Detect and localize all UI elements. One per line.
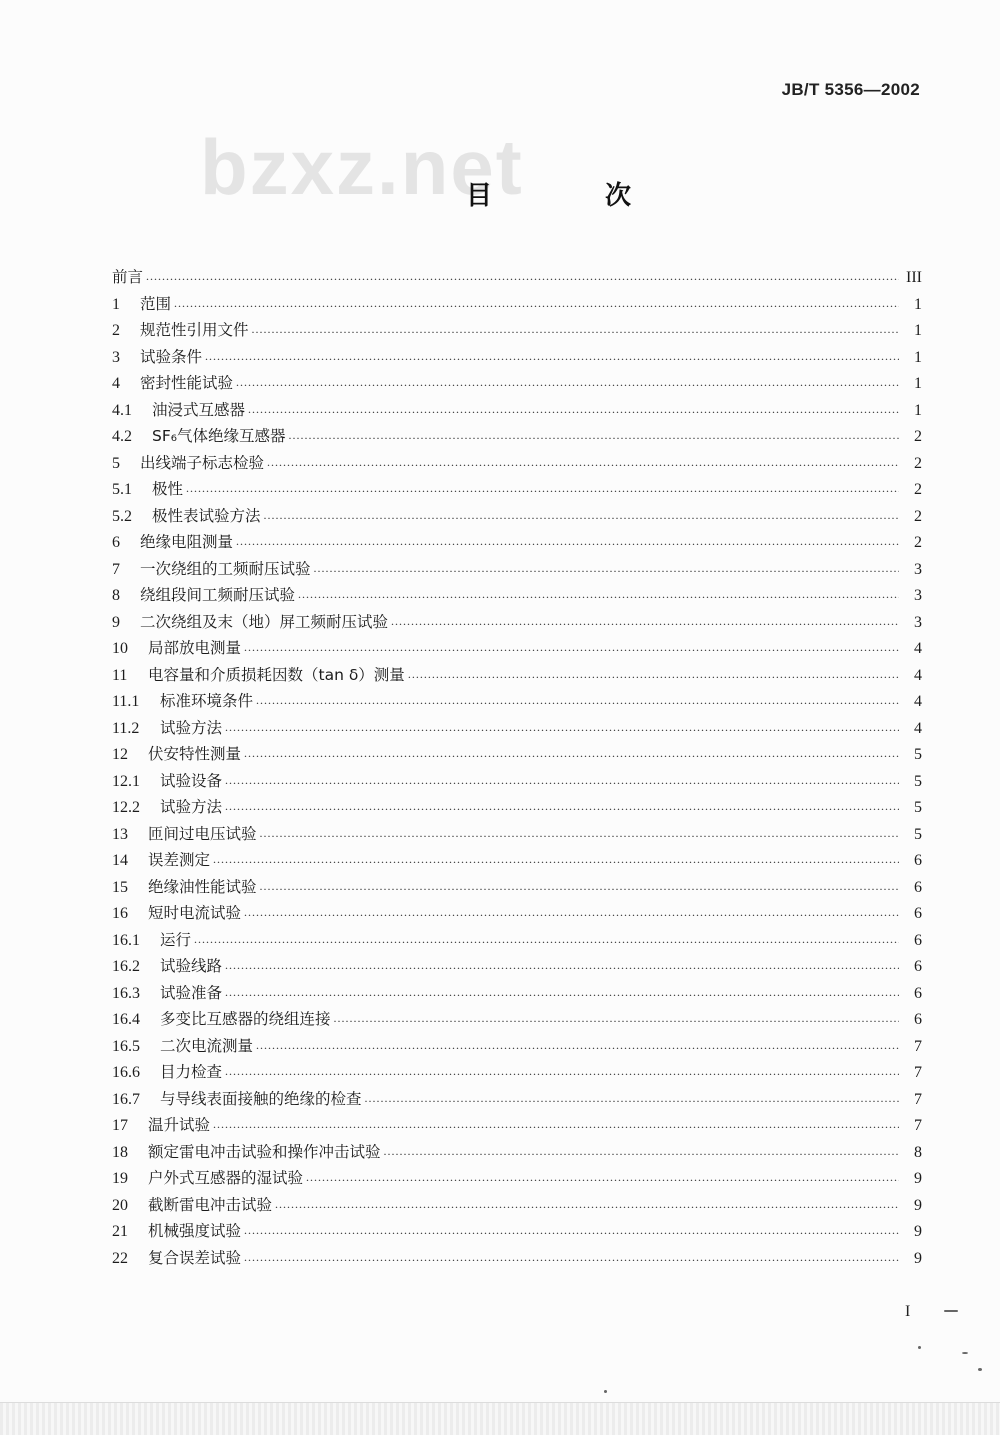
toc-entry-title: 前言 — [112, 268, 144, 286]
toc-entry-title: 试验方法 — [160, 718, 223, 737]
toc-entry-title: 机械强度试验 — [148, 1222, 242, 1240]
toc-entry-number: 6 — [112, 534, 120, 551]
toc-entry-title: 二次电流测量 — [160, 1036, 254, 1055]
toc-entry-title: 误差测定 — [148, 851, 211, 869]
toc-entry-page: 6 — [914, 931, 922, 949]
toc-entry — [112, 1033, 922, 1060]
scan-speck — [604, 1390, 607, 1393]
toc-entry-page: 7 — [914, 1037, 922, 1055]
toc-entry-number: 4 — [112, 375, 120, 392]
toc-entry-title: 绝缘油性能试验 — [148, 877, 257, 896]
toc-leader-dots — [244, 634, 899, 661]
toc-entry-title: 出线端子标志检验 — [140, 453, 265, 472]
toc-entry-number: 5.1 — [112, 481, 132, 498]
toc-leader-dots — [186, 475, 899, 502]
toc-entry — [112, 556, 922, 583]
toc-entry-title: 极性 — [152, 480, 184, 498]
toc-entry — [112, 344, 922, 371]
toc-leader-dots — [384, 1138, 899, 1165]
toc-entry-number: 11.2 — [112, 719, 140, 737]
toc-entry-page: 7 — [914, 1090, 922, 1108]
toc-entry-page: 1 — [914, 348, 922, 366]
scan-edge — [0, 1402, 1000, 1435]
toc-entry-number: 19 — [112, 1170, 128, 1187]
toc-entry-title: 局部放电测量 — [148, 639, 242, 657]
toc-leader-dots — [205, 343, 899, 370]
toc-leader-dots — [248, 396, 899, 423]
toc-entry-title: SF₆气体绝缘互感器 — [152, 427, 286, 445]
toc-entry — [112, 662, 922, 689]
toc-entry-number: 16.6 — [112, 1064, 140, 1081]
scan-speck — [978, 1368, 982, 1371]
toc-leader-dots — [146, 263, 899, 290]
toc-leader-dots — [225, 979, 899, 1006]
toc-leader-dots — [408, 661, 899, 688]
toc-entry-number: 14 — [112, 852, 128, 869]
toc-entry-title: 极性表试验方法 — [152, 506, 261, 525]
toc-entry-page: 2 — [914, 507, 922, 525]
toc-entry-number: 5.2 — [112, 507, 132, 525]
toc-entry — [112, 609, 922, 636]
toc-entry-page: 3 — [914, 587, 922, 604]
toc-entry-title: 试验方法 — [160, 798, 223, 816]
toc-entry-page: 9 — [914, 1223, 922, 1240]
document-code: JB/T 5356—2002 — [781, 80, 920, 99]
toc-entry-title: 二次绕组及末（地）屏工频耐压试验 — [140, 612, 389, 631]
toc-entry-page: 6 — [914, 905, 922, 922]
toc-entry-title: 规范性引用文件 — [140, 321, 249, 339]
toc-entry-number: 8 — [112, 587, 120, 604]
toc-leader-dots — [391, 608, 899, 635]
toc-entry — [112, 1059, 922, 1086]
page-number: I — [905, 1303, 911, 1320]
scan-speck — [918, 1346, 921, 1349]
toc-entry-page: 2 — [914, 481, 922, 498]
toc-leader-dots — [298, 581, 899, 608]
toc-leader-dots — [267, 449, 899, 476]
toc-entry-number: 5 — [112, 454, 120, 472]
toc-entry-number: 16.1 — [112, 931, 140, 949]
toc-entry-title: 试验条件 — [140, 347, 203, 366]
toc-entry-number: 12.2 — [112, 799, 140, 816]
toc-entry — [112, 980, 922, 1007]
toc-entry-number: 16.5 — [112, 1037, 140, 1055]
toc-entry — [112, 291, 922, 318]
toc-entry-title: 与导线表面接触的绝缘的检查 — [160, 1089, 362, 1108]
toc-leader-dots — [225, 952, 899, 979]
toc-entry-title: 一次绕组的工频耐压试验 — [140, 559, 311, 578]
toc-entry — [112, 821, 922, 848]
toc-entry — [112, 953, 922, 980]
toc-leader-dots — [288, 422, 899, 449]
toc-entry-number: 16.3 — [112, 984, 140, 1002]
toc-entry-title: 伏安特性测量 — [148, 745, 242, 763]
toc-entry — [112, 1245, 922, 1272]
toc-entry-page: III — [906, 269, 922, 286]
watermark: bzxz.net — [200, 123, 524, 211]
toc-entry-page: 4 — [914, 693, 922, 710]
toc-entry — [112, 741, 922, 768]
toc-entry-page: 6 — [914, 852, 922, 869]
toc-entry-title: 截断雷电冲击试验 — [148, 1195, 273, 1214]
toc-entry-number: 10 — [112, 640, 128, 657]
toc-entry — [112, 317, 922, 344]
toc-entry — [112, 529, 922, 556]
toc-entry — [112, 370, 922, 397]
toc-entry-number: 17 — [112, 1117, 128, 1134]
toc-leader-dots — [225, 767, 899, 794]
toc-leader-dots — [244, 1244, 899, 1271]
toc-entry-page: 9 — [914, 1170, 922, 1187]
toc-entry-page: 6 — [914, 878, 922, 896]
toc-entry-page: 7 — [914, 1117, 922, 1134]
toc-leader-dots — [314, 555, 899, 582]
toc-entry — [112, 1165, 922, 1192]
toc-entry-page: 3 — [914, 613, 922, 631]
toc-entry-number: 16.2 — [112, 958, 140, 975]
scan-speck — [962, 1352, 968, 1354]
toc-entry — [112, 264, 922, 291]
toc-entry — [112, 847, 922, 874]
toc-entry-number: 22 — [112, 1249, 128, 1267]
toc-entry-title: 试验准备 — [160, 983, 223, 1002]
toc-entry-page: 9 — [914, 1196, 922, 1214]
toc-entry-page: 9 — [914, 1249, 922, 1267]
toc-entry-number: 2 — [112, 322, 120, 339]
toc-entry-number: 16.7 — [112, 1090, 140, 1108]
toc-entry — [112, 635, 922, 662]
toc-entry-page: 7 — [914, 1064, 922, 1081]
toc-entry — [112, 1006, 922, 1033]
toc-entry-number: 16.4 — [112, 1011, 140, 1028]
toc-entry-page: 2 — [914, 534, 922, 551]
toc-leader-dots — [256, 687, 899, 714]
toc-entry-title: 额定雷电冲击试验和操作冲击试验 — [148, 1142, 381, 1161]
toc-leader-dots — [213, 1111, 899, 1138]
toc-leader-dots — [256, 1032, 899, 1059]
toc-entry-number: 4.1 — [112, 401, 132, 419]
toc-entry-page: 6 — [914, 984, 922, 1002]
toc-entry-page: 2 — [914, 454, 922, 472]
toc-entry-number: 12.1 — [112, 772, 140, 790]
toc-entry-page: 6 — [914, 1011, 922, 1028]
toc-leader-dots — [260, 820, 899, 847]
toc-entry-page: 1 — [914, 401, 922, 419]
toc-entry-number: 16 — [112, 905, 128, 922]
toc-entry — [112, 582, 922, 609]
toc-entry-title: 绝缘电阻测量 — [140, 533, 234, 551]
toc-entry — [112, 423, 922, 450]
toc-leader-dots — [365, 1085, 899, 1112]
toc-leader-dots — [264, 502, 899, 529]
toc-leader-dots — [244, 740, 899, 767]
toc-leader-dots — [225, 1058, 899, 1085]
toc-entry — [112, 794, 922, 821]
toc-entry — [112, 450, 922, 477]
toc-entry-number: 4.2 — [112, 428, 132, 445]
toc-entry — [112, 1218, 922, 1245]
toc-leader-dots — [306, 1164, 899, 1191]
toc-entry — [112, 476, 922, 503]
toc-entry-number: 11.1 — [112, 693, 140, 710]
toc-leader-dots — [225, 793, 899, 820]
toc-leader-dots — [225, 714, 899, 741]
toc-leader-dots — [174, 290, 899, 317]
toc-entry-title: 电容量和介质损耗因数（tan δ）测量 — [148, 665, 405, 684]
toc-entry-number: 12 — [112, 746, 128, 763]
toc-leader-dots — [244, 1217, 899, 1244]
toc-entry-number: 15 — [112, 878, 128, 896]
toc-entry — [112, 1086, 922, 1113]
toc-entry-page: 2 — [914, 428, 922, 445]
toc-entry-title: 运行 — [160, 930, 192, 949]
toc-entry-title: 油浸式互感器 — [152, 400, 246, 419]
toc-entry-title: 范围 — [140, 294, 172, 313]
toc-entry-number: 11 — [112, 666, 128, 684]
toc-entry-title: 复合误差试验 — [148, 1248, 242, 1267]
toc-entry — [112, 688, 922, 715]
toc-leader-dots — [260, 873, 899, 900]
toc-entry — [112, 1139, 922, 1166]
toc-entry-page: 5 — [914, 799, 922, 816]
toc-entry-title: 目力检查 — [160, 1063, 223, 1081]
toc-entry-title: 温升试验 — [148, 1116, 211, 1134]
toc-entry — [112, 715, 922, 742]
toc-leader-dots — [236, 369, 899, 396]
toc-leader-dots — [194, 926, 899, 953]
toc-entry-page: 6 — [914, 958, 922, 975]
toc-entry-number: 20 — [112, 1196, 128, 1214]
toc-entry — [112, 927, 922, 954]
toc-entry-title: 标准环境条件 — [160, 692, 254, 710]
toc-leader-dots — [244, 899, 899, 926]
toc-entry-page: 5 — [914, 825, 922, 843]
scan-speck — [944, 1310, 958, 1312]
toc-entry — [112, 768, 922, 795]
toc-entry-title: 试验线路 — [160, 957, 223, 975]
toc-leader-dots — [252, 316, 899, 343]
toc-entry — [112, 503, 922, 530]
toc-entry-page: 4 — [914, 640, 922, 657]
toc-leader-dots — [236, 528, 899, 555]
toc-entry-page: 8 — [914, 1143, 922, 1161]
toc-entry-title: 绕组段间工频耐压试验 — [140, 586, 296, 604]
toc-entry-page: 1 — [914, 295, 922, 313]
toc-entry-title: 短时电流试验 — [148, 904, 242, 922]
toc-entry — [112, 1112, 922, 1139]
toc-leader-dots — [334, 1005, 899, 1032]
toc-leader-dots — [275, 1191, 899, 1218]
toc-entry — [112, 397, 922, 424]
toc-title: 目 次 — [466, 181, 684, 211]
toc-entry-number: 18 — [112, 1143, 128, 1161]
toc-entry-page: 1 — [914, 322, 922, 339]
toc-entry-number: 7 — [112, 560, 120, 578]
toc-entry-number: 13 — [112, 825, 128, 843]
toc-entry-number: 1 — [112, 295, 120, 313]
toc-entry — [112, 874, 922, 901]
toc-entry-page: 5 — [914, 772, 922, 790]
toc-entry-title: 户外式互感器的湿试验 — [148, 1169, 304, 1187]
toc-entry-title: 试验设备 — [160, 771, 223, 790]
toc-entry — [112, 900, 922, 927]
toc-entry-number: 3 — [112, 348, 120, 366]
toc-entry-title: 多变比互感器的绕组连接 — [160, 1010, 331, 1028]
toc-entry-page: 3 — [914, 560, 922, 578]
toc-entry-number: 9 — [112, 613, 120, 631]
toc-entry-page: 4 — [914, 666, 922, 684]
toc-entry-page: 4 — [914, 719, 922, 737]
toc-entry-title: 密封性能试验 — [140, 374, 234, 392]
toc-entry-title: 匝间过电压试验 — [148, 824, 257, 843]
toc-entry-number: 21 — [112, 1223, 128, 1240]
toc-entry — [112, 1192, 922, 1219]
table-of-contents — [112, 264, 922, 1271]
toc-leader-dots — [213, 846, 899, 873]
toc-entry-page: 1 — [914, 375, 922, 392]
toc-entry-page: 5 — [914, 746, 922, 763]
